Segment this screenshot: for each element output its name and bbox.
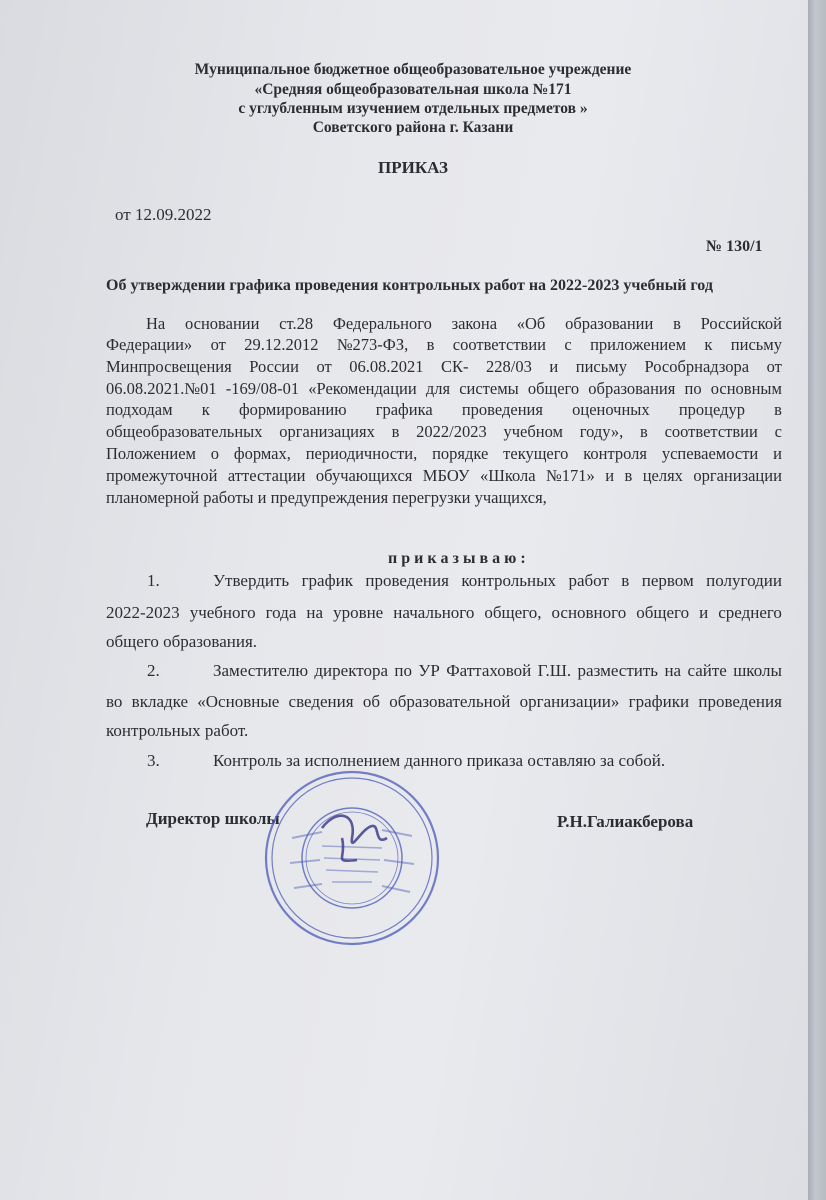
item-word: образовательной <box>389 692 511 711</box>
preamble-word: №171» <box>546 466 595 485</box>
preamble-word: порядке <box>432 444 489 463</box>
preamble-word: и <box>773 444 782 463</box>
signature-position: Директор школы <box>146 809 280 828</box>
preamble-word: Минпросвещения <box>106 357 232 376</box>
item-word: сайте <box>687 661 727 680</box>
preamble-word: в <box>426 335 435 354</box>
preamble-word: успеваемости <box>661 444 759 463</box>
preamble-word: к <box>704 335 713 354</box>
preamble-word: 2022/2023 <box>416 422 487 441</box>
header-line-2: «Средняя общеобразовательная школа №171 <box>254 81 572 98</box>
page-edge-shadow <box>808 0 826 1200</box>
item-word: организации» <box>519 692 620 711</box>
signature-name: Р.Н.Галиакберова <box>557 812 694 831</box>
preamble-word: «Школа <box>479 466 536 485</box>
preamble-word: ст.28 <box>279 314 314 333</box>
item-line <box>106 693 782 710</box>
preamble-word: образования <box>588 379 676 398</box>
preamble-word: письму <box>730 335 782 354</box>
item-text: Контроль за исполнением данного приказа оставляю за собой. <box>213 751 666 770</box>
preamble-word: процедур <box>678 400 745 419</box>
item-word: уровне <box>333 603 384 622</box>
item-word: сведения <box>288 692 354 711</box>
preamble-word: Рособрнадзора <box>644 357 750 376</box>
preamble-word: соответствии <box>664 422 758 441</box>
school-seal-stamp <box>262 768 442 948</box>
preamble-line <box>146 316 782 333</box>
item-word: график <box>301 571 353 590</box>
preamble-word: учебном <box>503 422 563 441</box>
item-word: проведения <box>365 571 449 590</box>
preamble-line <box>106 468 782 485</box>
item-line-last: общего образования. <box>106 632 258 651</box>
header-line-3: с углубленным изучением отдельных предметов » <box>238 100 588 117</box>
preamble-word: с <box>564 335 572 354</box>
preamble-word: Российской <box>700 314 782 333</box>
preamble-word: основании <box>184 314 260 333</box>
preamble-line <box>106 402 782 419</box>
preamble-word: обучающихся <box>315 466 413 485</box>
preamble-word: с <box>774 422 782 441</box>
preamble-line <box>106 490 547 507</box>
item-word: «Основные <box>197 692 280 711</box>
item-word: общего <box>636 603 690 622</box>
item-word: графики <box>628 692 690 711</box>
item-word: и <box>699 603 709 622</box>
preamble-word: системы <box>459 379 519 398</box>
preamble-word: организациях <box>279 422 375 441</box>
item-word: директора <box>314 661 388 680</box>
preamble-word: формированию <box>238 400 347 419</box>
preamble-word: проведения <box>461 400 543 419</box>
item-word: года <box>265 603 297 622</box>
order-number: № 130/1 <box>706 238 763 255</box>
preamble-line <box>106 381 782 398</box>
item-word: школы <box>733 661 782 680</box>
preamble-word: -169/08-01 <box>225 379 300 398</box>
preamble-line <box>106 337 782 354</box>
preamble-word: закона <box>451 314 498 333</box>
preamble-word: 06.08.2021.№01 <box>106 379 217 398</box>
preamble-word: «Рекомендации <box>308 379 417 398</box>
preamble-word: в <box>673 314 681 333</box>
item-word: Г.Ш. <box>537 661 572 680</box>
preamble-word: формах, <box>233 444 291 463</box>
preamble-word: СК- <box>441 357 469 376</box>
item-word: Утвердить <box>213 571 290 590</box>
item-line <box>213 662 782 679</box>
preamble-word: Положением <box>106 444 196 463</box>
preamble-word: целях <box>642 466 683 485</box>
item-word: УР <box>418 661 440 680</box>
preamble-line <box>106 359 782 376</box>
item-word: проведения <box>698 692 782 711</box>
preamble-word: периодичности, <box>305 444 418 463</box>
preamble-word: «Об <box>516 314 546 333</box>
item-line <box>213 572 782 589</box>
preamble-word: Федерального <box>332 314 432 333</box>
preamble-word: и <box>549 357 559 376</box>
preamble-word: 228/03 <box>486 357 532 376</box>
preamble-word: соответствии <box>452 335 547 354</box>
item-word: Заместителю <box>213 661 309 680</box>
item-word: начального <box>393 603 475 622</box>
preamble-word: в <box>640 422 648 441</box>
preamble-word: в <box>774 400 782 419</box>
item-word: в <box>621 571 630 590</box>
item-word: 2022-2023 <box>106 603 180 622</box>
preamble-word: от <box>316 357 332 376</box>
item-word: полугодии <box>706 571 782 590</box>
preamble-word: по <box>684 379 702 398</box>
preamble-word: приложением <box>590 335 687 354</box>
item-number: 1. <box>147 571 160 590</box>
preamble-word: от <box>210 335 226 354</box>
preamble-line <box>106 424 782 441</box>
item-word: работ <box>568 571 609 590</box>
preamble-word: общего <box>527 379 580 398</box>
item-word: учебного <box>189 603 256 622</box>
item-number: 3. <box>147 751 160 770</box>
item-word: контрольных <box>461 571 557 590</box>
preamble-word: России <box>249 357 299 376</box>
header-line-4: Советского района г. Казани <box>312 119 514 136</box>
preamble-word: для <box>425 379 451 398</box>
preamble-word: к <box>201 400 210 419</box>
preamble-word: основным <box>710 379 782 398</box>
item-word: на <box>306 603 324 622</box>
preamble-word: в <box>391 422 400 441</box>
item-word: Фаттаховой <box>446 661 532 680</box>
item-number: 2. <box>147 661 160 680</box>
preamble-word: МБОУ <box>422 466 470 485</box>
item-line <box>106 604 782 621</box>
preamble-word: от <box>766 357 782 376</box>
item-word: об <box>362 692 380 711</box>
preamble-word: Федерации» <box>106 335 193 354</box>
order-subject: Об утверждении графика проведения контрольных работ на 2022-2023 учебный год <box>106 277 713 294</box>
preamble-word: №273-ФЗ, <box>336 335 409 354</box>
preamble-word: графика <box>375 400 433 419</box>
item-word: по <box>394 661 412 680</box>
preamble-word: общеобразовательных <box>106 422 263 441</box>
preamble-word: 06.08.2021 <box>349 357 424 376</box>
item-word: основного <box>551 603 627 622</box>
preamble-word: планомерной работы и предупреждения перегрузки учащихся, <box>106 488 547 507</box>
doc-type-title: ПРИКАЗ <box>378 158 448 177</box>
item-word: общего, <box>484 603 542 622</box>
preamble-word: контроля <box>583 444 647 463</box>
item-word: во <box>106 692 123 711</box>
item-word: среднего <box>718 603 782 622</box>
preamble-word: На <box>146 314 166 333</box>
order-word: п р и к а з ы в а ю : <box>388 550 526 567</box>
preamble-word: в <box>624 466 633 485</box>
preamble-word: году», <box>579 422 624 441</box>
item-word: первом <box>641 571 694 590</box>
item-line-last: контрольных работ. <box>106 721 249 740</box>
item-word: вкладке <box>131 692 189 711</box>
preamble-word: аттестации <box>227 466 306 485</box>
item-word: разместить <box>577 661 659 680</box>
preamble-word: 29.12.2012 <box>244 335 319 354</box>
preamble-word: текущего <box>503 444 569 463</box>
preamble-word: письму <box>575 357 627 376</box>
header-line-1: Муниципальное бюджетное общеобразовательное учреждение <box>194 61 632 78</box>
signature-scribble <box>322 816 387 861</box>
preamble-word: подходам <box>106 400 173 419</box>
order-date: от 12.09.2022 <box>115 205 212 224</box>
preamble-word: оценочных <box>572 400 650 419</box>
preamble-word: о <box>210 444 220 463</box>
preamble-line <box>106 446 782 463</box>
preamble-word: образовании <box>565 314 654 333</box>
item-word: на <box>664 661 682 680</box>
preamble-word: промежуточной <box>106 466 218 485</box>
preamble-word: и <box>605 466 615 485</box>
preamble-word: организации <box>693 466 782 485</box>
